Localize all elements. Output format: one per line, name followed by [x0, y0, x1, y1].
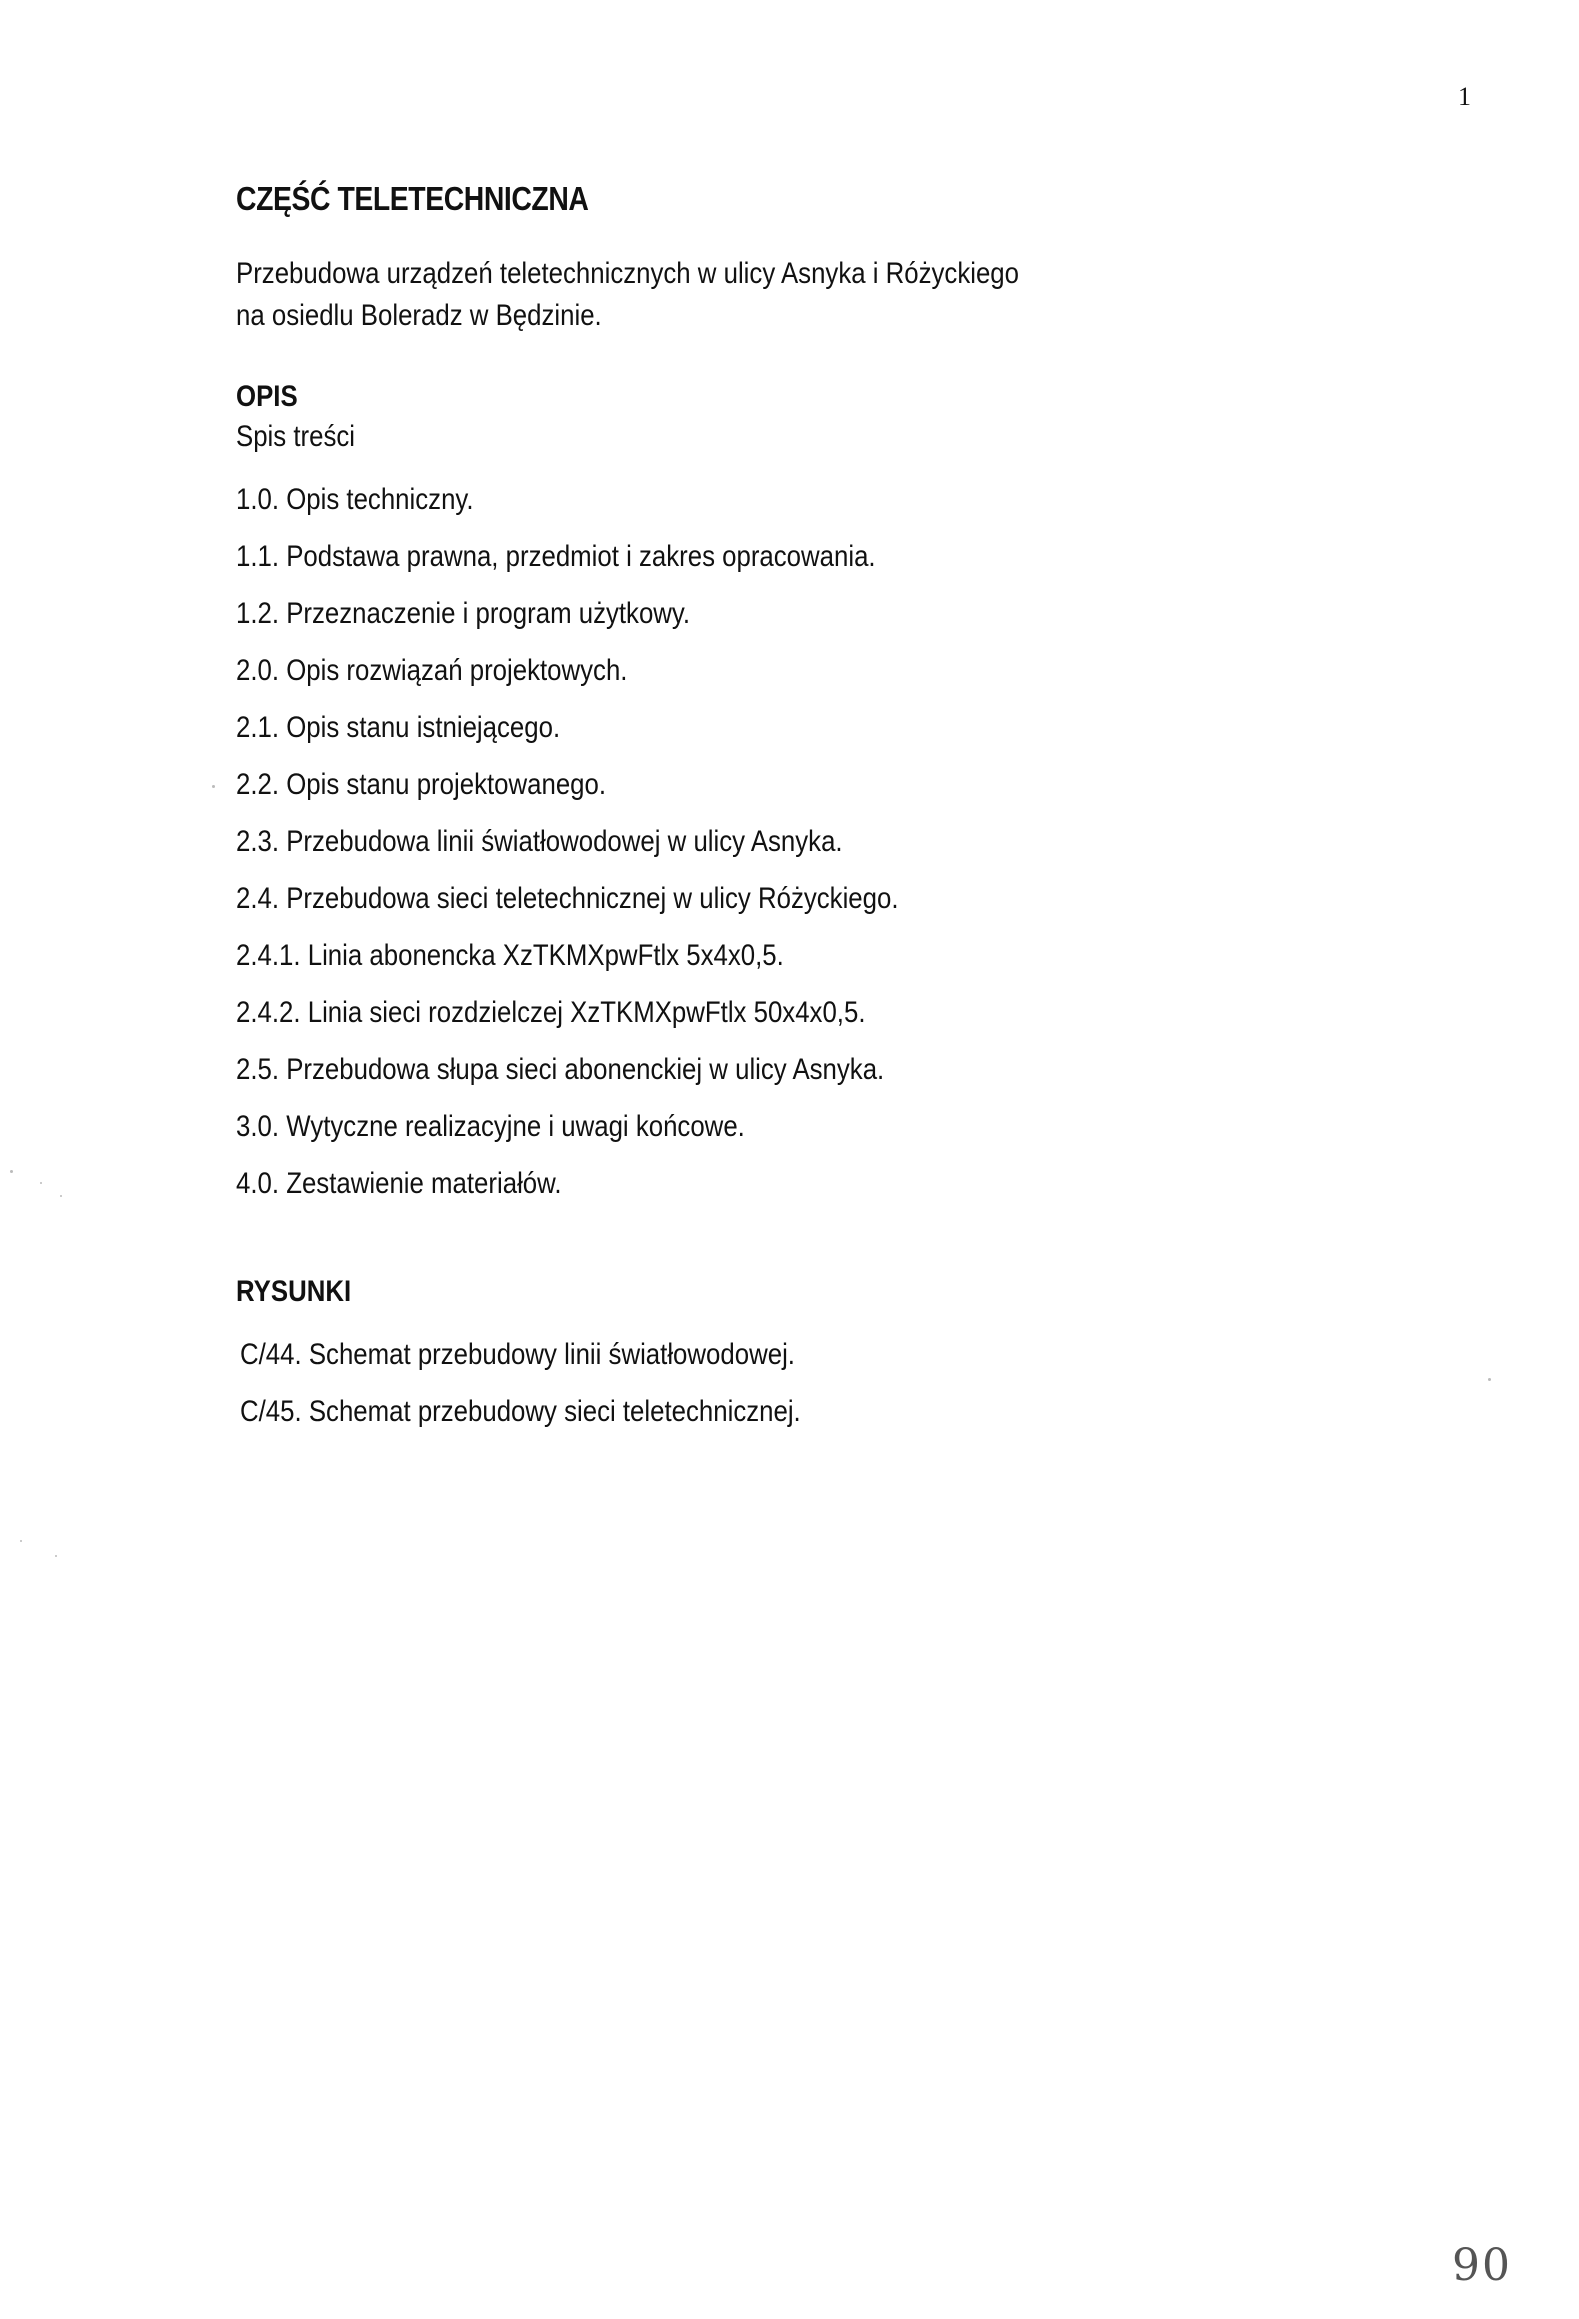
toc-item: 2.4.2. Linia sieci rozdzielczej XzTKMXpwFtlx 50x4x0,5.	[236, 996, 866, 1029]
toc-item: 4.0. Zestawienie materiałów.	[236, 1167, 562, 1200]
drawings-list	[240, 1326, 1386, 1440]
toc-item: 2.2. Opis stanu projektowanego.	[236, 768, 607, 801]
toc-item: 2.4. Przebudowa sieci teletechnicznej w ulicy Różyckiego.	[236, 882, 899, 915]
scan-speck	[20, 1540, 22, 1542]
intro-line-2: na osiedlu Boleradz w Będzinie.	[236, 299, 602, 332]
toc-caption: Spis treści	[236, 420, 356, 453]
page-number: 1	[1458, 82, 1471, 111]
scan-speck	[1488, 1378, 1491, 1381]
scan-speck	[40, 1182, 42, 1184]
toc-item: 1.1. Podstawa prawna, przedmiot i zakres opracowania.	[236, 540, 876, 573]
intro-line-1: Przebudowa urządzeń teletechnicznych w ulicy Asnyka i Różyckiego	[236, 257, 1020, 290]
toc-item: 2.3. Przebudowa linii światłowodowej w ulicy Asnyka.	[236, 825, 843, 858]
scan-speck	[55, 1555, 57, 1557]
scan-speck	[10, 1170, 13, 1173]
toc-item: 3.0. Wytyczne realizacyjne i uwagi końcowe.	[236, 1110, 745, 1143]
toc-item: 1.0. Opis techniczny.	[236, 483, 474, 516]
toc-item: 2.1. Opis stanu istniejącego.	[236, 711, 561, 744]
toc-item: 1.2. Przeznaczenie i program użytkowy.	[236, 597, 691, 630]
drawing-item: C/45. Schemat przebudowy sieci teletechnicznej.	[240, 1395, 801, 1428]
toc-item: 2.0. Opis rozwiązań projektowych.	[236, 654, 628, 687]
intro-paragraph	[236, 253, 1311, 337]
document-title: CZĘŚĆ TELETECHNICZNA	[236, 180, 589, 217]
scan-speck	[212, 785, 215, 788]
handwritten-page-mark: 90	[1452, 2240, 1512, 2291]
document-content	[236, 175, 1386, 1440]
rysunki-heading: RYSUNKI	[236, 1275, 352, 1308]
toc-item: 2.4.1. Linia abonencka XzTKMXpwFtlx 5x4x0,5.	[236, 939, 784, 972]
toc-item: 2.5. Przebudowa słupa sieci abonenckiej w ulicy Asnyka.	[236, 1053, 885, 1086]
opis-heading: OPIS	[236, 380, 298, 413]
table-of-contents	[236, 471, 1386, 1212]
drawing-item: C/44. Schemat przebudowy linii światłowodowej.	[240, 1338, 795, 1371]
scan-speck	[60, 1195, 62, 1197]
